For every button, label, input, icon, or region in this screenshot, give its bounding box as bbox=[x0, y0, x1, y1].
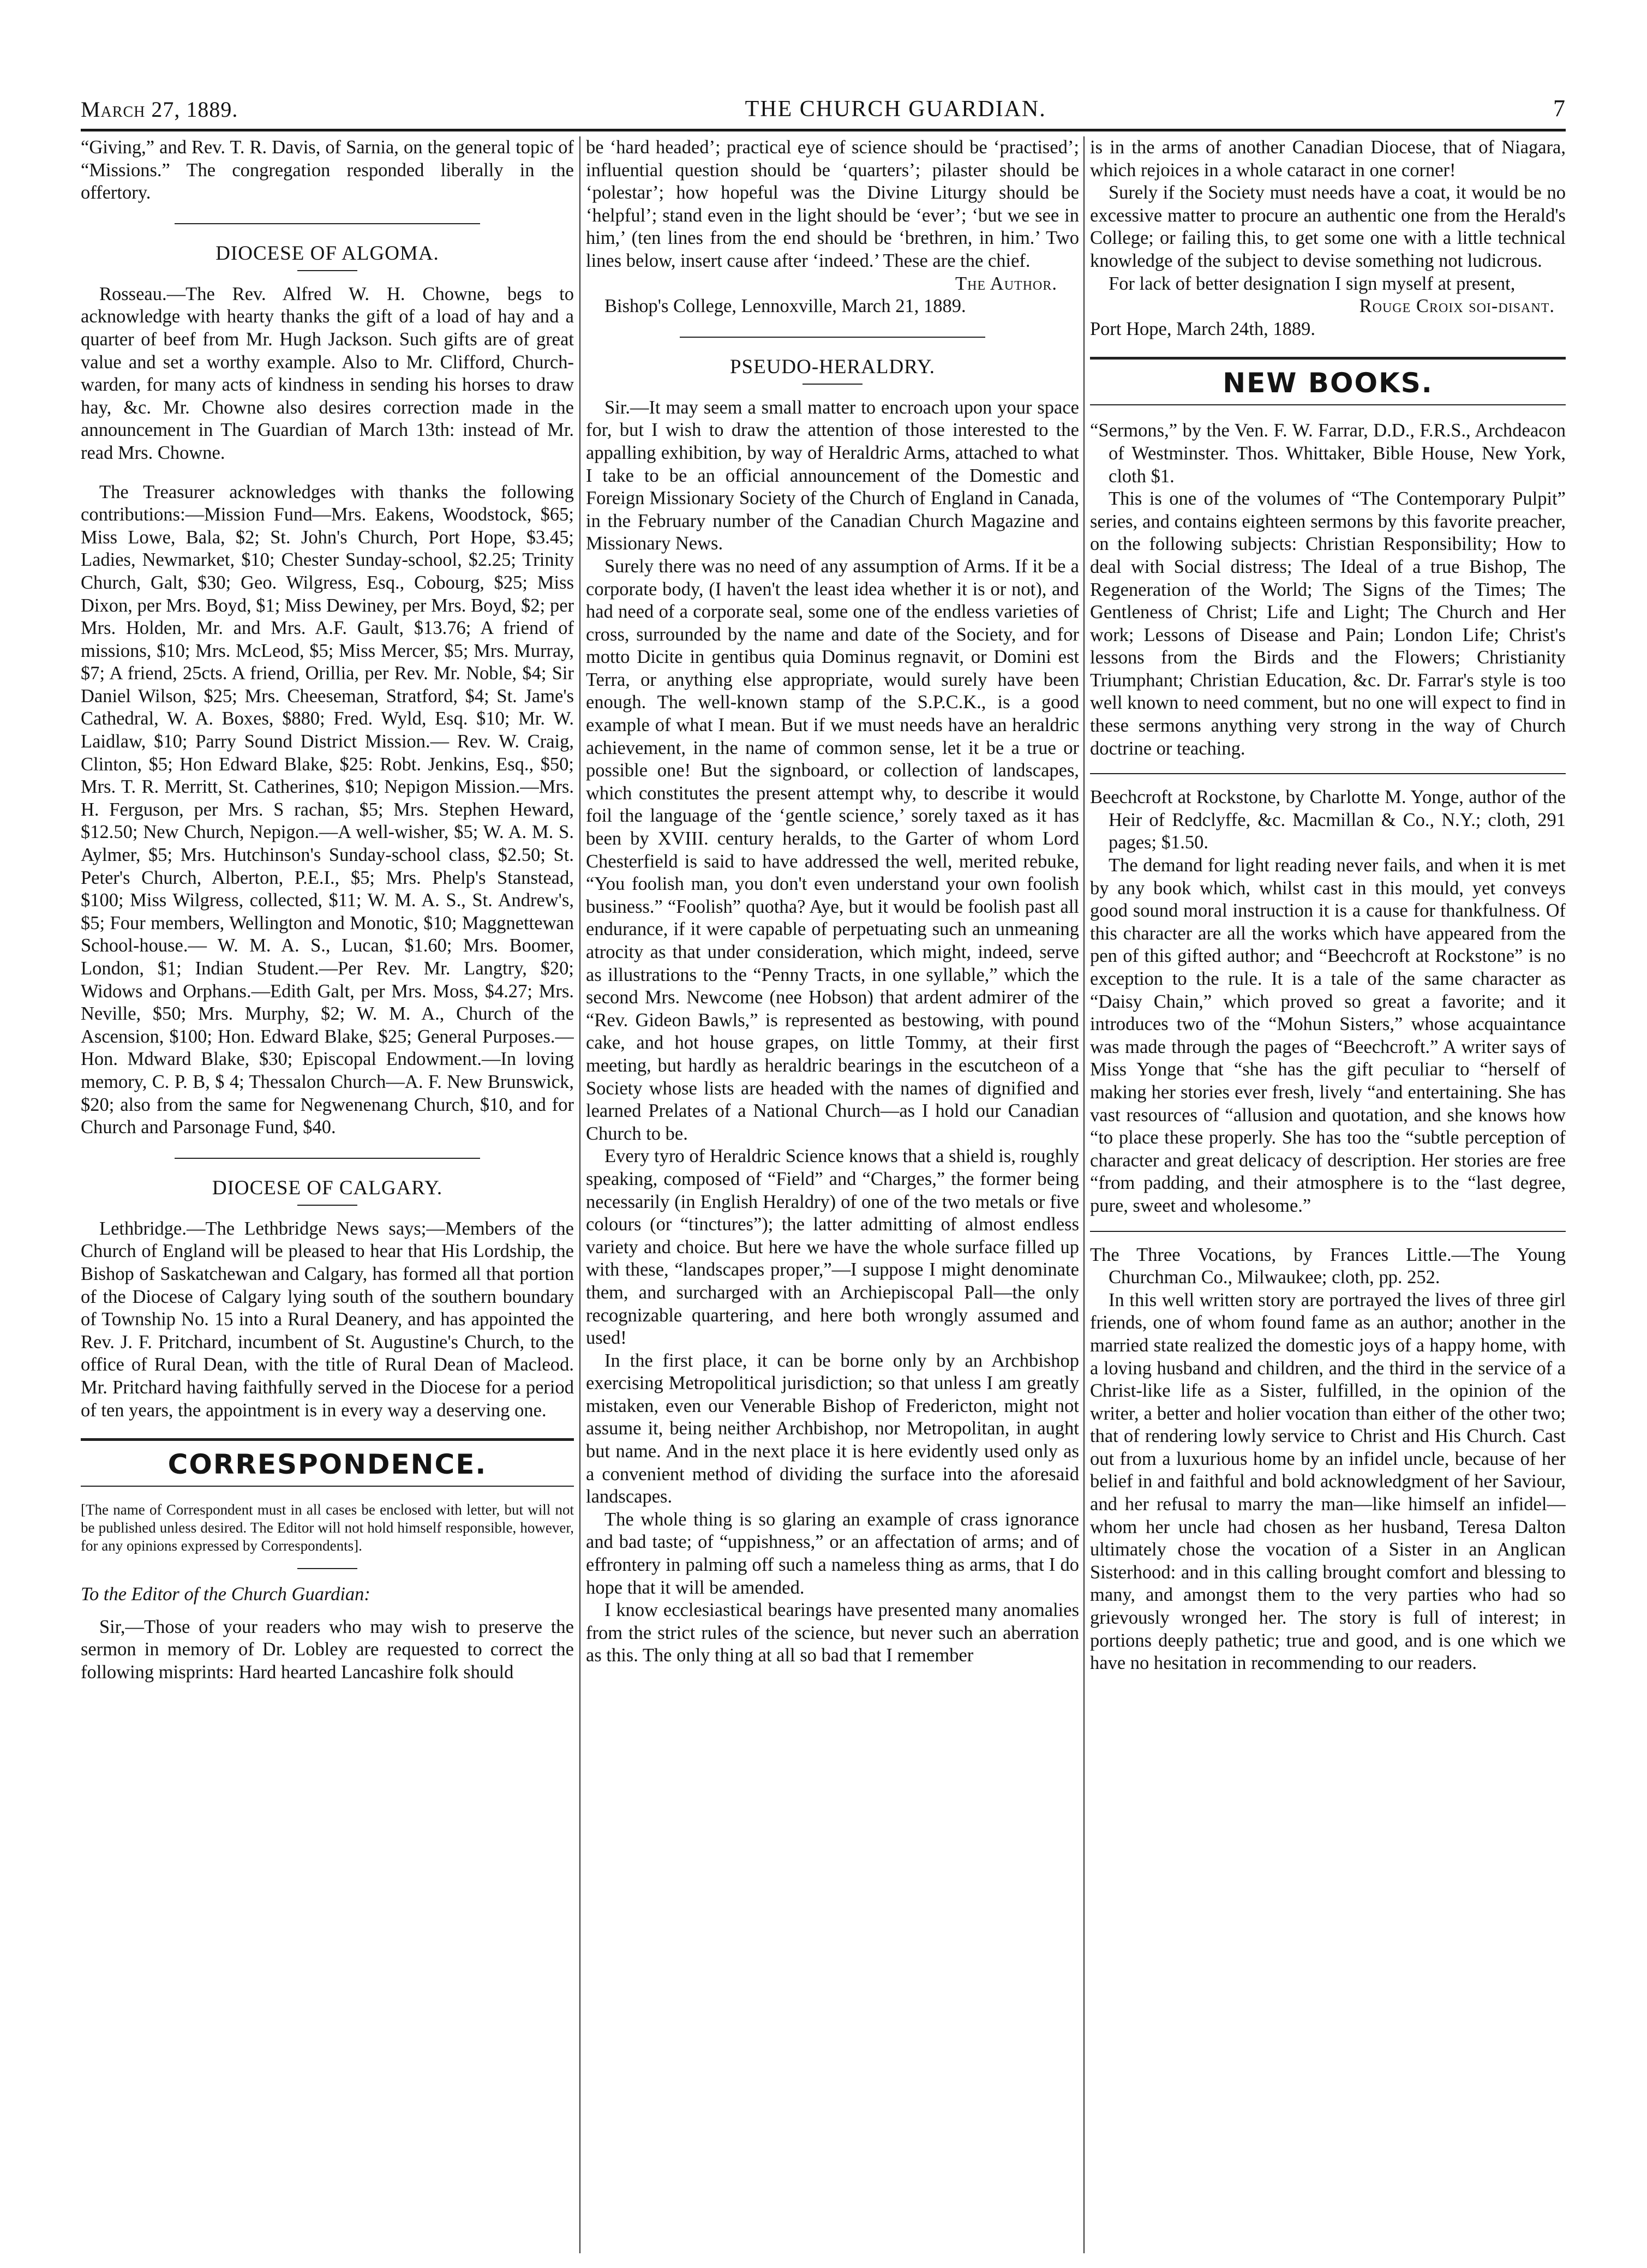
heading-diocese-of-algoma: DIOCESE OF ALGOMA. bbox=[215, 242, 439, 265]
review-rule bbox=[1090, 1231, 1566, 1232]
heraldry-paragraph-1: Sir.—It may seem a small matter to encroach upon your space for, but I wish to draw the attention of those interested to the appalling exhibition, by way of Heraldric Arms, attached to what I take to be an official announcement of the Domestic and Foreign Missionary Society of the Church of England in Canada, in the February number of the Canadian Church Magazine and Missionary News. bbox=[586, 397, 1079, 554]
column-3 bbox=[1090, 136, 1566, 2253]
book-review-beechcroft: The demand for light reading never fails, and when it is met by any book which, whilst cast in this mould, yet conveys good sound moral instruction it is a cause for thankfulness. Of this character are all the works which have appeared from the pen of this gifted author; and “Beechcroft at Rockstone” is no exception to the rule. It is a tale of the same character as “Daisy Chain,” which proved so great a favorite; and it introduces two of the “Mohun Sisters,” whose acquaintance was made through the pages of “Beechcroft.” A writer says of Miss Yonge that “she has the gift peculiar to “herself of making her stories ever fresh, lively “and entertaining. She has vast resources of “allusion and quotation, and she knows how “to place these properly. She has too the “subtle perception of character and great delicacy of description. Her stories are free “from padding, and their atmosphere is to the “last degree, pure, sweet and wholesome.” bbox=[1090, 855, 1566, 1216]
heraldry-paragraph-2: Surely there was no need of any assumption of Arms. If it be a corporate body, (I haven't the least idea whether it is or not), and had need of a corporate seal, some one of the endless varieties of cross, surrounded by the name and date of the Society, and for motto Dicite in gentibus quia Dominus regnavit, or Domini est Terra, or anything else appropriate, would surely have been enough. The well-known stamp of the S.P.C.K., is a good example of what I mean. But if we must needs have an heraldric achievement, in the name of common sense, let it be a true or possible one! But the signboard, or collection of landscapes, which constitutes the present attempt why, to describe it would foil the language of the ‘gentle science,’ sorely taxed as it has been by XVIII. century heralds, to the Garter of whom Lord Chesterfield is said to have addressed the well, merited rebuke, “You foolish man, you don't even understand your own foolish business.” “Foolish” quotha? Aye, but it would be foolish past all endurance, if it were capable of perpetuating such an unmeaning atrocity as that under consideration, which might, indeed, serve as illustrations to the “Penny Tracts, in one syllable,” which the second Mrs. Newcome (nee Hobson) that ardent admirer of the “Rev. Gideon Bawls,” is represented as bestowing, with pound cake, and hot house grapes, on little Tommy, at their first meeting, but hardly as heraldric bearings in the escutcheon of a Society whose lists are headed with the names of dignified and learned Prelates of a National Church—as I hold our Canadian Church to be. bbox=[586, 555, 1079, 1144]
column-divider bbox=[579, 136, 580, 2253]
heading-new-books: NEW BOOKS. bbox=[1223, 367, 1433, 399]
column-divider bbox=[1083, 136, 1085, 2253]
issue-date: March 27, 1889. bbox=[81, 97, 238, 122]
heading-rule bbox=[297, 1568, 357, 1569]
algoma-rosseau-paragraph: Rosseau.—The Rev. Alfred W. H. Chowne, begs to acknowledge with hearty thanks the gift of a load of hay and a quarter of beef from Mr. Hugh Jackson. Such gifts are of great value and set a worthy example. Also to Mr. Clifford, Church-warden, for many acts of kindness in sending his horses to draw hay, &c. Mr. Chowne also desires correction made in the announcement in The Guardian of March 13th: instead of Mr. read Mrs. Chowne. bbox=[81, 283, 574, 463]
letter-signature: The Author. bbox=[955, 273, 1057, 294]
heading-diocese-of-calgary: DIOCESE OF CALGARY. bbox=[212, 1176, 443, 1199]
book-review-sermons: This is one of the volumes of “The Contemporary Pulpit” series, and contains eighteen sermons by this favorite preacher, on the following subjects: Christian Responsibility; How to deal with Social distress; The Ideal of a true Bishop, The Regeneration of the World; The Signs of the Times; The Gentleness of Christ; Life and Light; The Church and Her work; Lessons of Disease and Pain; London Life; Christ's lessons from the Birds and the Flowers; Christianity Triumphant; Christian Education, &c. Dr. Farrar's style is too well known to need comment, but no one will expect to find in these sermons anything very strong in the way of Church doctrine or teaching. bbox=[1090, 488, 1566, 759]
page-number: 7 bbox=[1553, 95, 1566, 122]
masthead-rule bbox=[81, 129, 1566, 131]
book-review-three-vocations: In this well written story are portrayed the lives of three girl friends, one of whom found fame as an author; another in the married state realized the domestic joys of a happy home, with a loving husband and children, and the third in the service of a Christ-like life as a Sister, fulfilled, in the opinion of the writer, a better and holier vocation than either of the other two; that of rendering lowly service to Christ and His Church. Cast out from a luxurious home by an infidel uncle, because of her belief in and faithful and bold acknowledgment of her Saviour, and her refusal to marry the man—like himself an infidel—whom her uncle had chosen as her husband, Teresa Dalton ultimately chose the vocation of a Sister in an Anglican Sisterhood: and in this calling brought comfort and blessing to many, and amongst them to the very parties who had so grievously wronged her. The story is full of interest; in portions deeply pathetic; true and good, and is one which we have no hesitation in recommending to our readers. bbox=[1090, 1289, 1566, 1674]
letter-continuation: be ‘hard headed’; practical eye of science should be ‘practised’; influential question should be ‘quarters’; pilaster should be ‘polestar’; how hopeful was the Divine Liturgy should be ‘helpful’; stand even in the light should be ‘ever’; ‘but we see in him,’ (ten lines from the end should be ‘brethren, in him.’ Two lines below, insert cause after ‘indeed.’ These are the chief. bbox=[586, 137, 1079, 271]
heading-rule bbox=[297, 270, 357, 271]
heading-rule bbox=[802, 384, 863, 385]
correspondence-notice: [The name of Correspondent must in all cases be enclosed with letter, but will not be published unless desired. The Editor will not hold himself responsible, however, for any opinions expressed by Correspondents]. bbox=[81, 1501, 574, 1554]
newspaper-title: THE CHURCH GUARDIAN. bbox=[745, 97, 1046, 122]
banner-rule bbox=[1090, 404, 1566, 405]
column-1 bbox=[81, 136, 574, 2253]
section-rule bbox=[175, 1158, 480, 1159]
article-continuation: “Giving,” and Rev. T. R. Davis, of Sarnia, on the general topic of “Missions.” The congregation responded liberally in the offertory. bbox=[81, 137, 574, 204]
banner-rule bbox=[81, 1486, 574, 1487]
section-thick-rule bbox=[81, 1438, 574, 1441]
column-2 bbox=[586, 136, 1079, 2253]
letter-place-date: Bishop's College, Lennoxville, March 21, 1889. bbox=[604, 296, 966, 317]
section-thick-rule bbox=[1090, 357, 1566, 360]
book-entry-three-vocations: The Three Vocations, by Frances Little.—The Young Churchman Co., Milwaukee; cloth, pp. 252. bbox=[1090, 1244, 1566, 1288]
section-rule bbox=[680, 337, 985, 338]
letter-address: To the Editor of the Church Guardian: bbox=[81, 1584, 370, 1605]
heraldry-signature: Rouge Croix soi-disant. bbox=[1359, 296, 1555, 317]
heraldry-paragraph-5: The whole thing is so glaring an example of crass ignorance and bad taste; of “uppishness,” or an affectation of arms; and of effrontery in palming off such a nameless thing as arms, that I do hope that it will be amended. bbox=[586, 1509, 1079, 1598]
calgary-lethbridge-paragraph: Lethbridge.—The Lethbridge News says;—Members of the Church of England will be pleased to hear that His Lordship, the Bishop of Saskatchewan and Calgary, has formed all that portion of the Diocese of Calgary lying south of the southern boundary of Township No. 15 into a Rural Deanery, and has appointed the Rev. J. F. Pritchard, incumbent of St. Augustine's Church, to the office of Rural Dean, with the title of Rural Dean of Macleod. Mr. Pritchard having faithfully served in the Diocese for a period of ten years, the appointment is in every way a deserving one. bbox=[81, 1218, 574, 1421]
heading-rule bbox=[297, 1205, 357, 1206]
heraldry-paragraph-8: For lack of better designation I sign myself at present, bbox=[1109, 273, 1516, 294]
algoma-treasurer-paragraph: The Treasurer acknowledges with thanks the following contributions:—Mission Fund—Mrs. Eakens, Woodstock, $65; Miss Lowe, Bala, $2; St. John's Church, Port Hope, $3.45; Ladies, Newmarket, $10; Chester Sunday-school, $2.25; Trinity Church, Galt, $30; Geo. Wilgress, Esq., Cobourg, $25; Miss Dixon, per Mrs. Boyd, $1; Miss Dewiney, per Mrs. Boyd, $2; per Mrs. Holden, Mr. and Mrs. A.F. Gault, $13.76; A friend of missions, $10; Mrs. McLeod, $5; Miss Mercer, $5; Mrs. Murray, $7; A friend, 25cts. A friend, Orillia, per Rev. Mr. Noble, $4; Sir Daniel Wilson, $25; Mrs. Cheeseman, Stratford, $4; St. Jame's Cathedral, W. A. Boxes, $880; Fred. Wyld, Esq. $10; Mr. W. Laidlaw, $10; Parry Sound District Mission.— Rev. W. Craig, Clinton, $5; Hon Edward Blake, $25: Robt. Jenkins, Esq., $50; Mrs. T. R. Merritt, St. Catherines, $10; Nepigon Mission.—Mrs. H. Ferguson, per Mrs. S rachan, $5; Mrs. Stephen Heward, $12.50; New Church, Nepigon.—A well-wisher, $5; W. A. M. S. Aylmer, $5; Mrs. Hutchinson's Sunday-school class, $2.50; St. Peter's Church, Alberton, P.E.I., $5; Mrs. Phelp's Stanstead, $100; Miss Wilgress, collected, $11; W. M. A. S., St. Andrew's, $5; Four members, Wellington and Monotic, $10; Maggnettewan School-house.— W. M. A. S., Lucan, $1.60; Mrs. Boomer, London, $1; Indian Student.—Per Rev. Mr. Langtry, $20; Widows and Orphans.—Edith Galt, per Mrs. Moss, $4.27; Mrs. Neville, $50; Mrs. Murphy, $2; W. M. A., Church of the Ascension, $100; Hon. Edward Blake, $25; General Purposes.—Hon. Mdward Blake, $30; Episcopal Endowment.—In loving memory, C. P. B, $ 4; Thessalon Church—A. F. New Brunswick, $20; also from the same for Negwenenang Church, $10, and for Church and Parsonage Fund, $40. bbox=[81, 481, 574, 1138]
section-rule bbox=[175, 223, 480, 224]
letter-paragraph: Sir,—Those of your readers who may wish to preserve the sermon in memory of Dr. Lobley are requested to correct the following misprints: Hard hearted Lancashire folk should bbox=[81, 1616, 574, 1683]
heading-pseudo-heraldry: PSEUDO-HERALDRY. bbox=[729, 355, 936, 378]
masthead bbox=[81, 91, 1566, 122]
heraldry-paragraph-7: Surely if the Society must needs have a coat, it would be no excessive matter to procure an authentic one from the Herald's College; or failing this, to get some one with a little technical knowledge of the subject to devise something not ludicrous. bbox=[1090, 182, 1566, 271]
book-entry-sermons: “Sermons,” by the Ven. F. W. Farrar, D.D., F.R.S., Archdeacon of Westminster. Thos. Whittaker, Bible House, New York, cloth $1. bbox=[1090, 420, 1566, 487]
heraldry-paragraph-6: I know ecclesiastical bearings have presented many anomalies from the strict rules of the science, but never such an aberration as this. The only thing at all so bad that I remember bbox=[586, 1600, 1079, 1666]
book-entry-beechcroft: Beechcroft at Rockstone, by Charlotte M. Yonge, author of the Heir of Redclyffe, &c. Macmillan & Co., N.Y.; cloth, 291 pages; $1.50. bbox=[1090, 787, 1566, 853]
heraldry-paragraph-4: In the first place, it can be borne only by an Archbishop exercising Metropolitical jurisdiction; so that unless I am greatly mistaken, even our Venerable Bishop of Fredericton, might not assume it, being neither Archbishop, nor Metropolitan, in aught but name. And in the next place it is here evidently used only as a convenient method of dividing the surface into the aforesaid landscapes. bbox=[586, 1350, 1079, 1507]
heraldry-continuation: is in the arms of another Canadian Diocese, that of Niagara, which rejoices in a whole cataract in one corner! bbox=[1090, 137, 1566, 181]
review-rule bbox=[1090, 773, 1566, 774]
heraldry-place-date: Port Hope, March 24th, 1889. bbox=[1090, 318, 1315, 339]
heraldry-paragraph-3: Every tyro of Heraldric Science knows that a shield is, roughly speaking, composed of “Field” and “Charges,” the former being necessarily (in English Heraldry) of one of the two metals or five colours (or “tinctures”); the latter admitting of almost endless variety and choice. But here we have the whole surface filled up with these, “landscapes proper,”—I suppose I might denominate them, and surcharged with an Archiepiscopal Pall—the only recognizable quartering, and here both wrongly assumed and used! bbox=[586, 1146, 1079, 1349]
heading-correspondence: CORRESPONDENCE. bbox=[167, 1449, 487, 1481]
